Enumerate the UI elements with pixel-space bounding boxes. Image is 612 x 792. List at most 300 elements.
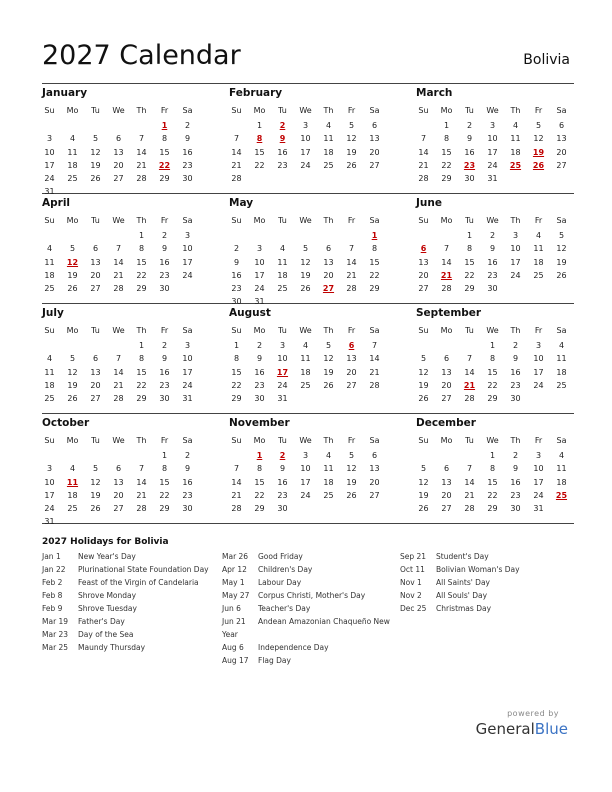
calendar-day: 3 xyxy=(535,451,542,461)
calendar-day: 4 xyxy=(325,121,332,131)
calendar-day: 16 xyxy=(159,257,170,267)
holiday-day: 6 xyxy=(420,244,427,254)
calendar-day: 20 xyxy=(556,147,567,157)
calendar-day: 18 xyxy=(277,270,288,280)
calendar-day: 5 xyxy=(302,244,309,254)
weekday-header: Su xyxy=(44,326,55,335)
calendar-day: 12 xyxy=(556,244,567,254)
calendar-day: 2 xyxy=(184,451,191,461)
weekday-header: Sa xyxy=(182,436,193,445)
calendar-day: 10 xyxy=(300,464,311,474)
calendar-day: 21 xyxy=(231,490,242,500)
holiday-date: Feb 8 xyxy=(42,591,63,600)
calendar-day: 11 xyxy=(533,244,544,254)
weekday-header: We xyxy=(112,326,125,335)
calendar-day: 12 xyxy=(346,464,357,474)
month-name: June xyxy=(416,197,442,209)
calendar-day: 28 xyxy=(231,174,242,183)
weekday-header: Th xyxy=(136,326,147,335)
weekday-header: Tu xyxy=(91,436,100,445)
powered-by-label: powered by xyxy=(507,709,559,718)
calendar-day: 25 xyxy=(277,284,288,293)
calendar-day: 14 xyxy=(346,257,357,267)
calendar-day: 9 xyxy=(512,464,519,474)
holiday-date: Sep 21 xyxy=(400,552,427,561)
calendar-day: 9 xyxy=(184,134,191,144)
calendar-day: 18 xyxy=(67,490,78,500)
calendar-day: 31 xyxy=(277,394,288,403)
holiday-name: Labour Day xyxy=(258,578,302,587)
calendar-day: 29 xyxy=(464,284,475,293)
weekday-header: Mo xyxy=(440,326,453,335)
calendar-day: 12 xyxy=(533,134,544,144)
month-row-divider xyxy=(42,413,574,414)
calendar-day: 12 xyxy=(300,257,311,267)
weekday-header: Sa xyxy=(182,326,193,335)
calendar-day: 2 xyxy=(161,341,168,351)
calendar-day: 11 xyxy=(323,134,334,144)
calendar-day: 16 xyxy=(510,477,521,487)
calendar-day: 3 xyxy=(302,451,309,461)
calendar-day: 23 xyxy=(487,270,498,280)
holiday-day: 1 xyxy=(256,451,263,461)
month-name: August xyxy=(229,307,271,319)
weekday-header: Tu xyxy=(465,436,474,445)
calendar-day: 27 xyxy=(90,394,101,403)
calendar-day: 8 xyxy=(489,354,496,364)
holiday-day: 12 xyxy=(66,257,79,267)
calendar-day: 30 xyxy=(182,504,193,513)
calendar-day: 16 xyxy=(487,257,498,267)
holiday-day: 17 xyxy=(276,367,289,377)
calendar-day: 27 xyxy=(556,160,567,170)
calendar-day: 30 xyxy=(277,504,288,513)
calendar-day: 10 xyxy=(277,354,288,364)
calendar-day: 9 xyxy=(512,354,519,364)
calendar-day: 19 xyxy=(418,490,429,500)
weekday-header: Fr xyxy=(347,326,356,335)
weekday-header: Th xyxy=(510,216,521,225)
calendar-day: 17 xyxy=(510,257,521,267)
calendar-day: 26 xyxy=(346,490,357,500)
holiday-date: Jan 1 xyxy=(42,552,61,561)
weekday-header: We xyxy=(112,216,125,225)
weekday-header: Su xyxy=(44,216,55,225)
calendar-day: 7 xyxy=(138,464,145,474)
calendar-day: 28 xyxy=(231,504,242,513)
holiday-day: 25 xyxy=(555,490,568,500)
holiday-name: Bolivian Woman's Day xyxy=(436,565,520,574)
calendar-day: 16 xyxy=(464,147,475,157)
calendar-day: 8 xyxy=(466,244,473,254)
calendar-day: 28 xyxy=(136,504,147,513)
weekday-header: We xyxy=(486,106,499,115)
calendar-day: 27 xyxy=(90,284,101,293)
calendar-day: 14 xyxy=(231,147,242,157)
calendar-day: 7 xyxy=(420,134,427,144)
calendar-day: 24 xyxy=(44,504,55,513)
calendar-day: 24 xyxy=(510,270,521,280)
calendar-day: 7 xyxy=(233,464,240,474)
calendar-day: 8 xyxy=(138,244,145,254)
calendar-day: 26 xyxy=(418,394,429,403)
holiday-date: Nov 1 xyxy=(400,578,422,587)
weekday-header: Tu xyxy=(278,216,287,225)
calendar-day: 10 xyxy=(533,464,544,474)
calendar-day: 9 xyxy=(466,134,473,144)
calendar-day: 29 xyxy=(159,504,170,513)
calendar-day: 22 xyxy=(136,380,147,390)
month-row-divider xyxy=(42,523,574,524)
weekday-header: Fr xyxy=(347,216,356,225)
holiday-date: Mar 25 xyxy=(42,643,69,652)
calendar-day: 19 xyxy=(418,380,429,390)
calendar-day: 13 xyxy=(369,464,380,474)
calendar-day: 28 xyxy=(464,504,475,513)
weekday-header: Fr xyxy=(160,106,169,115)
calendar-day: 14 xyxy=(464,367,475,377)
weekday-header: Th xyxy=(323,216,334,225)
calendar-day: 23 xyxy=(231,284,242,293)
holiday-date: Mar 19 xyxy=(42,617,69,626)
calendar-day: 6 xyxy=(371,121,378,131)
month-name: December xyxy=(416,417,476,429)
weekday-header: Tu xyxy=(465,106,474,115)
holiday-day: 22 xyxy=(158,160,171,170)
weekday-header: Th xyxy=(323,436,334,445)
weekday-header: Mo xyxy=(440,106,453,115)
weekday-header: We xyxy=(112,106,125,115)
calendar-day: 1 xyxy=(138,231,145,241)
calendar-day: 13 xyxy=(323,257,334,267)
calendar-day: 28 xyxy=(346,284,357,293)
weekday-header: Th xyxy=(136,436,147,445)
weekday-header: Mo xyxy=(253,436,266,445)
calendar-day: 28 xyxy=(418,174,429,183)
calendar-day: 1 xyxy=(489,341,496,351)
calendar-day: 26 xyxy=(90,174,101,183)
calendar-day: 24 xyxy=(300,160,311,170)
calendar-day: 18 xyxy=(67,160,78,170)
calendar-day: 24 xyxy=(533,380,544,390)
calendar-day: 26 xyxy=(346,160,357,170)
weekday-header: Tu xyxy=(91,106,100,115)
calendar-day: 13 xyxy=(441,477,452,487)
calendar-day: 13 xyxy=(113,147,124,157)
calendar-day: 25 xyxy=(556,380,567,390)
weekday-header: Sa xyxy=(182,106,193,115)
calendar-day: 20 xyxy=(323,270,334,280)
calendar-day: 14 xyxy=(418,147,429,157)
weekday-header: We xyxy=(486,326,499,335)
holiday-date: Nov 2 xyxy=(400,591,422,600)
calendar-day: 5 xyxy=(92,134,99,144)
weekday-header: We xyxy=(299,106,312,115)
calendar-day: 7 xyxy=(371,341,378,351)
calendar-day: 16 xyxy=(254,367,265,377)
holiday-day: 21 xyxy=(440,270,453,280)
holiday-name: Shrove Monday xyxy=(78,591,137,600)
calendar-day: 14 xyxy=(441,257,452,267)
calendar-day: 13 xyxy=(113,477,124,487)
calendar-day: 26 xyxy=(67,284,78,293)
weekday-header: Sa xyxy=(369,326,380,335)
calendar-day: 2 xyxy=(489,231,496,241)
holiday-name: Christmas Day xyxy=(436,604,492,613)
calendar-day: 1 xyxy=(161,451,168,461)
weekday-header: Fr xyxy=(347,106,356,115)
calendar-day: 30 xyxy=(159,394,170,403)
weekday-header: Tu xyxy=(278,436,287,445)
calendar-day: 30 xyxy=(464,174,475,183)
calendar-day: 4 xyxy=(69,464,76,474)
holiday-day: 9 xyxy=(279,134,286,144)
holiday-name: Year xyxy=(222,630,238,639)
weekday-header: Mo xyxy=(253,326,266,335)
calendar-day: 5 xyxy=(535,121,542,131)
weekday-header: Sa xyxy=(369,216,380,225)
weekday-header: Fr xyxy=(160,326,169,335)
holiday-date: Aug 17 xyxy=(222,656,249,665)
calendar-day: 18 xyxy=(44,380,55,390)
calendar-day: 7 xyxy=(115,354,122,364)
calendar-day: 2 xyxy=(233,244,240,254)
weekday-header: Fr xyxy=(534,106,543,115)
calendar-day: 13 xyxy=(441,367,452,377)
calendar-day: 16 xyxy=(277,477,288,487)
brand-logo[interactable] xyxy=(476,720,568,738)
holiday-date: Dec 25 xyxy=(400,604,427,613)
holiday-day: 23 xyxy=(463,160,476,170)
calendar-day: 17 xyxy=(182,257,193,267)
calendar-day: 21 xyxy=(418,160,429,170)
calendar-day: 4 xyxy=(512,121,519,131)
calendar-day: 28 xyxy=(441,284,452,293)
weekday-header: Mo xyxy=(66,326,79,335)
weekday-header: Su xyxy=(231,216,242,225)
calendar-day: 14 xyxy=(231,477,242,487)
calendar-day: 20 xyxy=(441,490,452,500)
holiday-name: Feast of the Virgin of Candelaria xyxy=(78,578,199,587)
calendar-day: 19 xyxy=(346,147,357,157)
calendar-day: 28 xyxy=(136,174,147,183)
calendar-day: 22 xyxy=(159,490,170,500)
calendar-day: 10 xyxy=(510,244,521,254)
brand-general: General xyxy=(475,720,535,738)
calendar-day: 1 xyxy=(443,121,450,131)
calendar-day: 31 xyxy=(182,394,193,403)
calendar-day: 26 xyxy=(67,394,78,403)
weekday-header: Fr xyxy=(160,216,169,225)
calendar-day: 8 xyxy=(443,134,450,144)
calendar-day: 15 xyxy=(254,147,265,157)
calendar-day: 29 xyxy=(136,394,147,403)
calendar-day: 4 xyxy=(279,244,286,254)
weekday-header: Mo xyxy=(253,216,266,225)
calendar-day: 18 xyxy=(533,257,544,267)
calendar-day: 2 xyxy=(256,341,263,351)
month-row-divider xyxy=(42,193,574,194)
holiday-name: Maundy Thursday xyxy=(78,643,146,652)
calendar-day: 25 xyxy=(300,380,311,390)
calendar-day: 9 xyxy=(489,244,496,254)
calendar-day: 12 xyxy=(323,354,334,364)
weekday-header: Th xyxy=(510,106,521,115)
calendar-day: 14 xyxy=(136,477,147,487)
calendar-day: 5 xyxy=(420,464,427,474)
calendar-day: 31 xyxy=(44,517,55,527)
holiday-name: Good Friday xyxy=(258,552,303,561)
calendar-day: 15 xyxy=(487,477,498,487)
weekday-header: Mo xyxy=(440,216,453,225)
calendar-day: 3 xyxy=(184,231,191,241)
calendar-day: 17 xyxy=(533,367,544,377)
holiday-date: May 1 xyxy=(222,578,245,587)
calendar-day: 11 xyxy=(44,367,55,377)
calendar-day: 15 xyxy=(369,257,380,267)
calendar-day: 27 xyxy=(369,490,380,500)
calendar-day: 28 xyxy=(113,394,124,403)
calendar-day: 19 xyxy=(90,490,101,500)
holiday-date: Apr 12 xyxy=(222,565,247,574)
calendar-day: 23 xyxy=(277,490,288,500)
weekday-header: Su xyxy=(231,326,242,335)
calendar-day: 22 xyxy=(369,270,380,280)
calendar-day: 27 xyxy=(113,174,124,183)
calendar-day: 27 xyxy=(418,284,429,293)
calendar-day: 8 xyxy=(233,354,240,364)
weekday-header: Fr xyxy=(160,436,169,445)
page-title: 2027 Calendar xyxy=(42,40,241,71)
weekday-header: Tu xyxy=(278,326,287,335)
calendar-day: 15 xyxy=(159,147,170,157)
calendar-day: 23 xyxy=(510,380,521,390)
calendar-day: 3 xyxy=(489,121,496,131)
calendar-day: 6 xyxy=(115,134,122,144)
weekday-header: Su xyxy=(231,106,242,115)
calendar-day: 10 xyxy=(44,477,55,487)
weekday-header: Su xyxy=(418,326,429,335)
holiday-name: Day of the Sea xyxy=(78,630,134,639)
calendar-day: 2 xyxy=(512,341,519,351)
weekday-header: Tu xyxy=(278,106,287,115)
calendar-day: 19 xyxy=(67,380,78,390)
calendar-day: 30 xyxy=(510,504,521,513)
weekday-header: Su xyxy=(44,106,55,115)
calendar-day: 15 xyxy=(487,367,498,377)
calendar-day: 9 xyxy=(184,464,191,474)
calendar-day: 11 xyxy=(510,134,521,144)
calendar-day: 3 xyxy=(512,231,519,241)
calendar-day: 23 xyxy=(159,380,170,390)
calendar-day: 5 xyxy=(92,464,99,474)
calendar-day: 31 xyxy=(533,504,544,513)
holiday-name: All Saints' Day xyxy=(436,578,490,587)
calendar-day: 27 xyxy=(369,160,380,170)
calendar-day: 29 xyxy=(487,504,498,513)
calendar-day: 25 xyxy=(323,490,334,500)
calendar-day: 4 xyxy=(535,231,542,241)
holiday-day: 21 xyxy=(463,380,476,390)
calendar-day: 17 xyxy=(182,367,193,377)
calendar-day: 24 xyxy=(254,284,265,293)
calendar-day: 29 xyxy=(254,504,265,513)
calendar-day: 21 xyxy=(369,367,380,377)
calendar-day: 18 xyxy=(556,477,567,487)
weekday-header: Sa xyxy=(369,436,380,445)
calendar-day: 7 xyxy=(138,134,145,144)
calendar-day: 17 xyxy=(44,490,55,500)
calendar-day: 19 xyxy=(90,160,101,170)
calendar-day: 19 xyxy=(556,257,567,267)
calendar-day: 25 xyxy=(67,174,78,183)
calendar-day: 4 xyxy=(302,341,309,351)
weekday-header: We xyxy=(486,216,499,225)
calendar-day: 21 xyxy=(113,270,124,280)
calendar-day: 25 xyxy=(67,504,78,513)
calendar-day: 9 xyxy=(161,244,168,254)
holiday-date: Jan 22 xyxy=(42,565,66,574)
weekday-header: Th xyxy=(510,326,521,335)
calendar-day: 27 xyxy=(441,504,452,513)
calendar-day: 9 xyxy=(279,464,286,474)
calendar-day: 10 xyxy=(254,257,265,267)
weekday-header: Sa xyxy=(182,216,193,225)
holiday-date: Aug 6 xyxy=(222,643,244,652)
calendar-day: 7 xyxy=(115,244,122,254)
holiday-day: 2 xyxy=(279,451,286,461)
calendar-day: 29 xyxy=(441,174,452,183)
calendar-day: 5 xyxy=(69,244,76,254)
holiday-date: Mar 26 xyxy=(222,552,249,561)
weekday-header: Mo xyxy=(66,216,79,225)
weekday-header: Th xyxy=(136,106,147,115)
calendar-day: 21 xyxy=(346,270,357,280)
calendar-day: 18 xyxy=(300,367,311,377)
weekday-header: Mo xyxy=(66,106,79,115)
calendar-day: 10 xyxy=(533,354,544,364)
calendar-day: 23 xyxy=(254,380,265,390)
calendar-day: 24 xyxy=(487,160,498,170)
calendar-day: 25 xyxy=(533,270,544,280)
weekday-header: Su xyxy=(418,436,429,445)
calendar-day: 21 xyxy=(113,380,124,390)
calendar-day: 21 xyxy=(231,160,242,170)
month-name: April xyxy=(42,197,71,209)
weekday-header: Tu xyxy=(91,326,100,335)
calendar-day: 17 xyxy=(254,270,265,280)
calendar-day: 23 xyxy=(510,490,521,500)
weekday-header: Su xyxy=(418,216,429,225)
calendar-day: 1 xyxy=(256,121,263,131)
weekday-header: We xyxy=(299,436,312,445)
weekday-header: Fr xyxy=(534,436,543,445)
calendar-day: 16 xyxy=(231,270,242,280)
calendar-day: 20 xyxy=(346,367,357,377)
calendar-day: 22 xyxy=(441,160,452,170)
calendar-day: 16 xyxy=(159,367,170,377)
calendar-day: 18 xyxy=(44,270,55,280)
calendar-day: 17 xyxy=(533,477,544,487)
calendar-day: 8 xyxy=(489,464,496,474)
calendar-day: 19 xyxy=(300,270,311,280)
calendar-day: 11 xyxy=(44,257,55,267)
weekday-header: Tu xyxy=(91,216,100,225)
calendar-day: 22 xyxy=(464,270,475,280)
weekday-header: Tu xyxy=(465,216,474,225)
month-name: February xyxy=(229,87,283,99)
calendar-day: 27 xyxy=(441,394,452,403)
